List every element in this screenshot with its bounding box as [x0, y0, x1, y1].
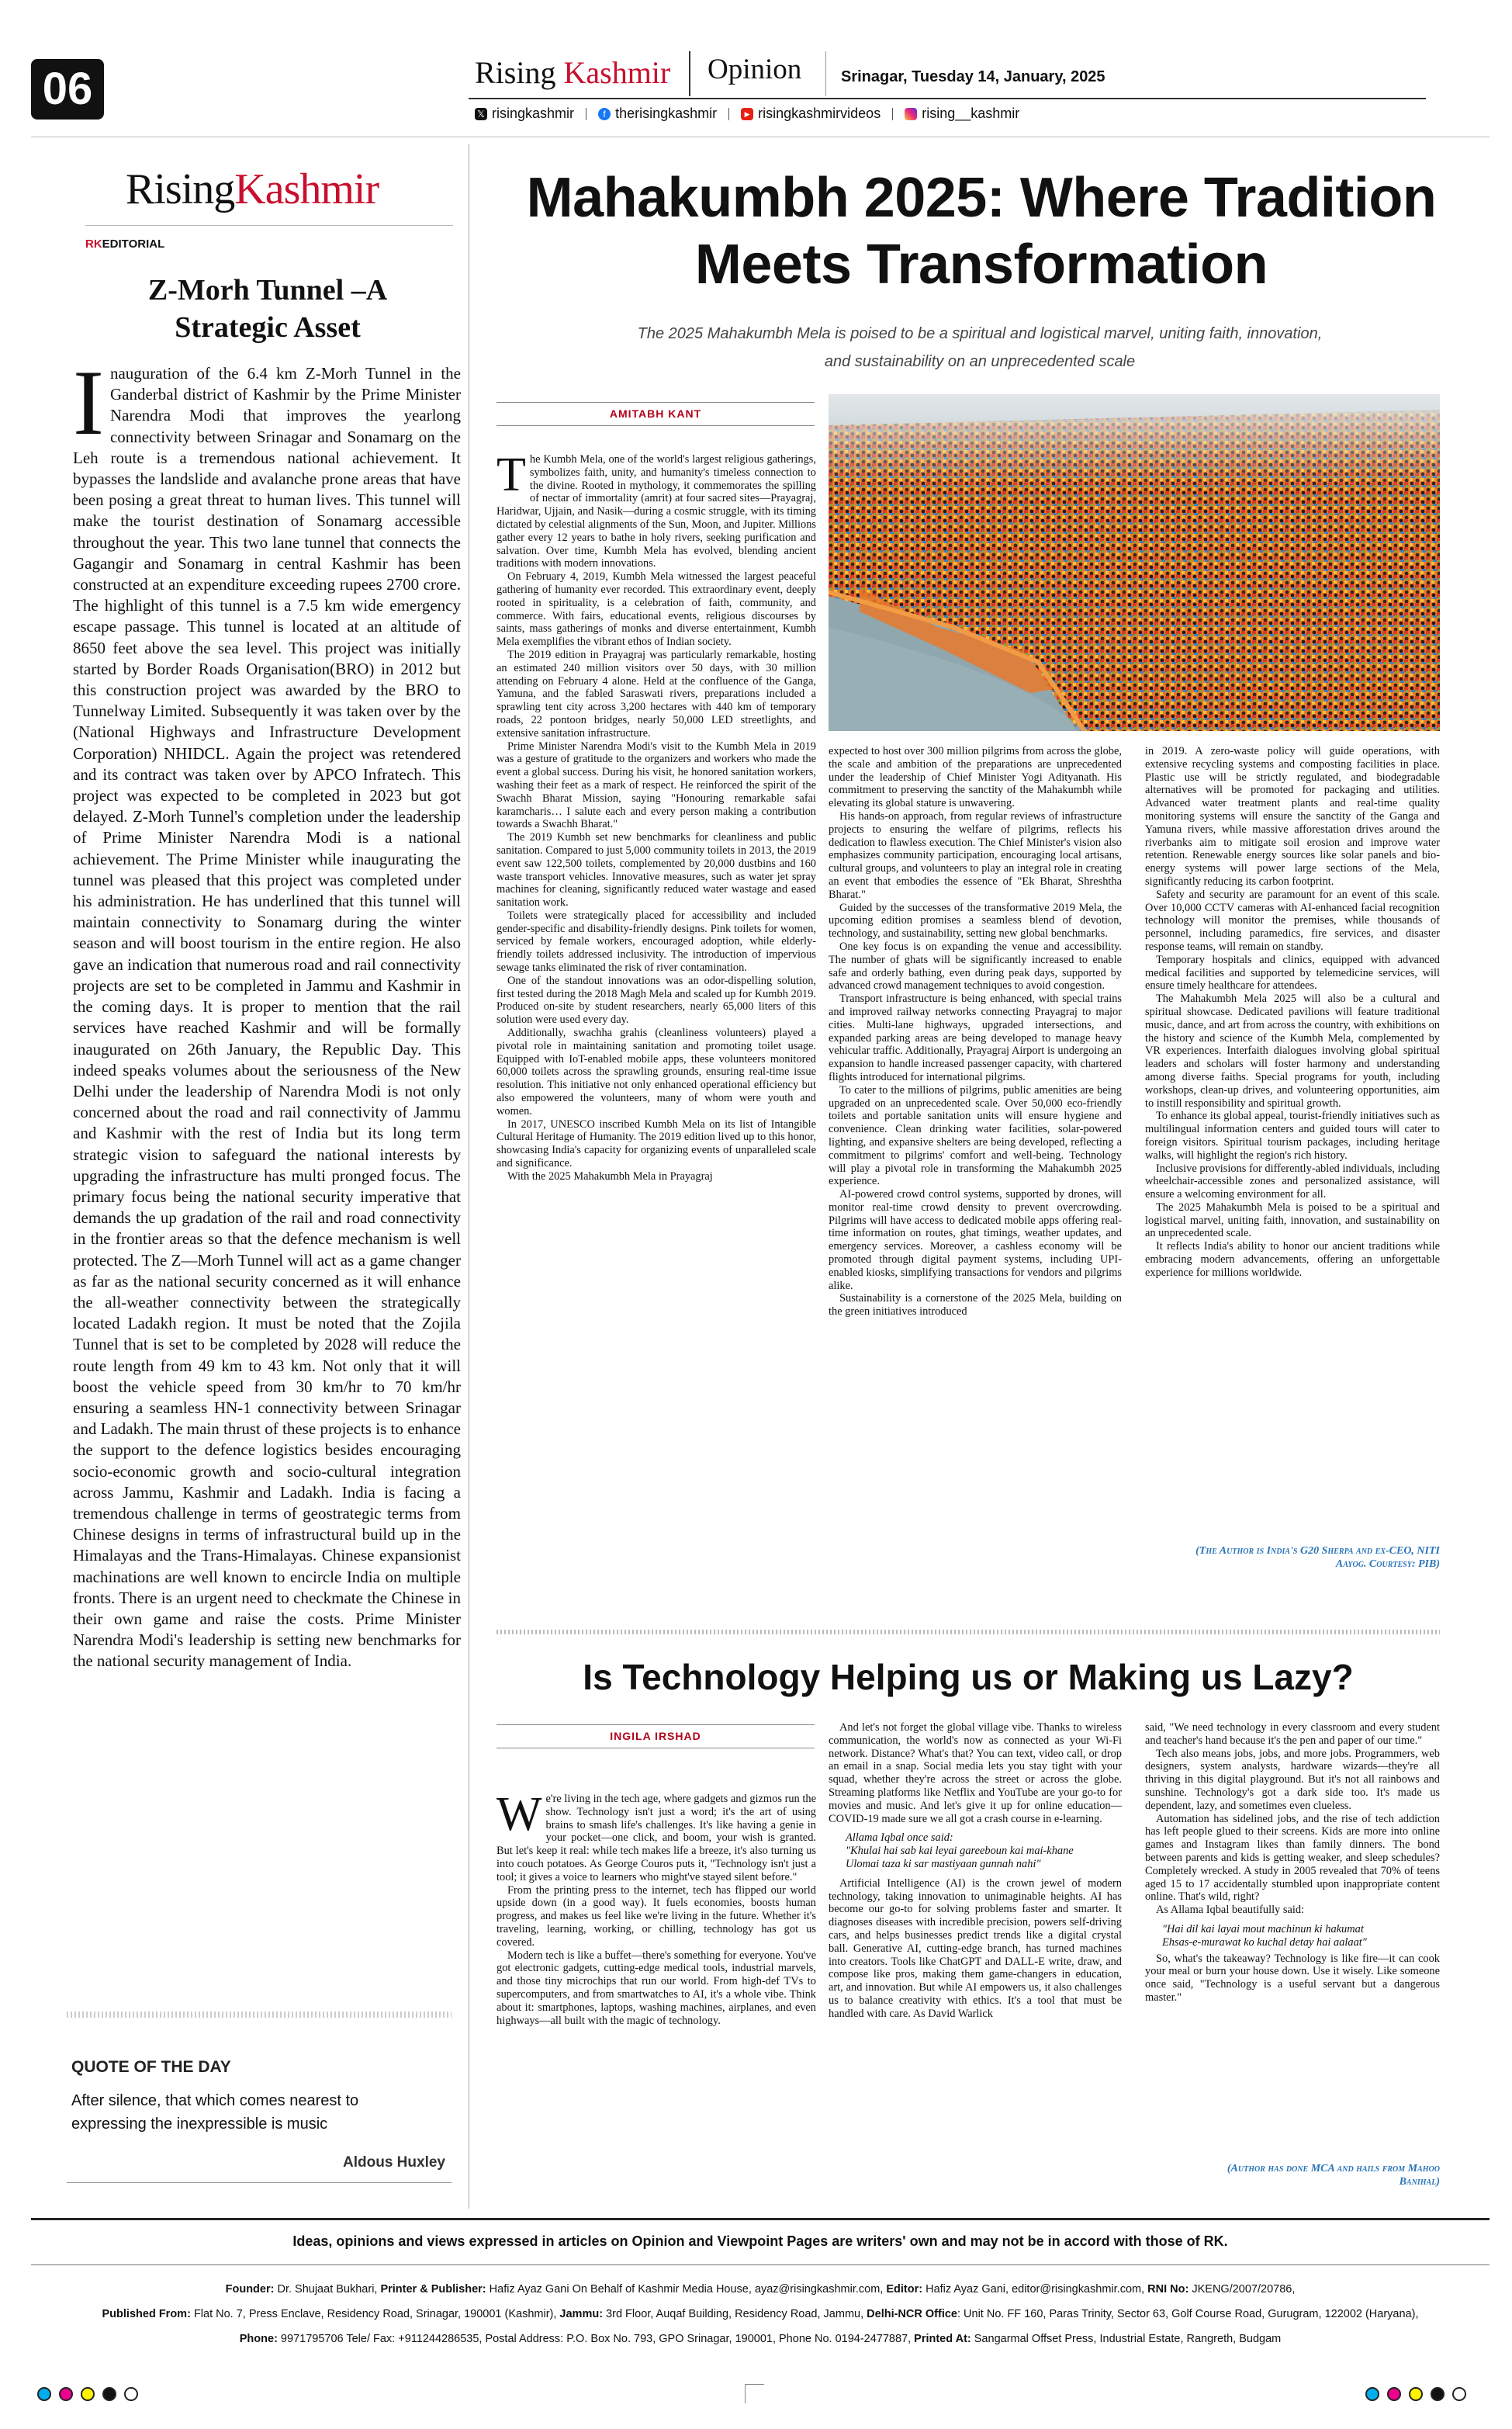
article2-title: Is Technology Helping us or Making us Lazy? [583, 1657, 1354, 1697]
article2-col3b-p0: So, what's the takeaway? Technology is like fire—it can cook your meal or burn your house down. Use it wisely. Like someone once said, "Technology is a useful servant but a dangerous master." [1145, 1952, 1440, 2004]
article1-col2-p3: One key focus is on expanding the venue and accessibility. The number of ghats will be significantly increased to enable safe and orderly bathing, even during peak days, supported by advanced crowd management techniques to avoid congestion. [829, 940, 1122, 993]
footer-phone: 9971795706 Tele/ Fax: +911244286535, Postal Address: P.O. Box No. 793, GPO Srinagar, 190001, Phone No. 0194-2477887, [277, 2333, 915, 2345]
article1-title [481, 165, 1482, 298]
article2-byline-rule [497, 1724, 815, 1725]
article1-dropcap: T [497, 453, 526, 501]
social-instagram-label[interactable]: rising__kashmir [922, 106, 1020, 121]
article1-col1 [497, 453, 816, 1583]
footer-rni-label: RNI No: [1147, 2283, 1189, 2296]
footer-delhi-label: Delhi-NCR Office [867, 2308, 957, 2320]
article2-col1-p0: e're living in the tech age, where gadgets and gizmos run the show. Technology isn't just a word; it's the art of using brains to smash life's challenges. It's like having a genie in your pocket—one click, and boom, your wish is granted. But let's keep it real: while tech makes life a breeze, it's also turning us into couch potatoes. As George Couros puts it, "Technology isn't just a tool; it gives a voice to learners who might've stayed silent before." [497, 1793, 816, 1883]
article1-col3-p6: The 2025 Mahakumbh Mela is poised to be a spiritual and logistical marvel, uniting faith, innovation, and sustainability on an unprecedented scale. [1145, 1201, 1440, 1240]
editorial-logo [126, 166, 379, 213]
footer-printed-label: Printed At: [914, 2333, 971, 2345]
article2-poem1-intro: Allama Iqbal once said: [846, 1831, 953, 1845]
article1-col2-p4: Transport infrastructure is being enhanced, with special trains and improved railway networks connecting Prayagraj to major cities. Multi-lane highways, upgraded intersections, and expanded parking areas are being developed to manage heavy vehicular traffic. Additionally, Prayagraj Airport is undergoing an expansion to handle increased passenger capacity, with chartered flights introduced for international pilgrims. [829, 993, 1122, 1083]
facebook-icon[interactable]: f [598, 108, 611, 120]
quote-box [67, 2011, 452, 2171]
section-label: Opinion [708, 54, 802, 85]
article2-poem1-line2: Ulomai taza ki sar mastiyaan gunnah nahi" [846, 1857, 1041, 1870]
footer-line-3 [31, 2327, 1490, 2351]
article1-col1-p9: With the 2025 Mahakumbh Mela in Prayagraj [507, 1169, 713, 1183]
youtube-icon[interactable]: ▶ [741, 108, 753, 120]
article1-col1-p6: One of the standout innovations was an odor-dispelling solution, first tested during the 2018 Magh Mela and scaled up for Kumbh 2019. Produced on-site by student researchers, nearly 65,000 liters of this solution were used every day. [497, 974, 816, 1027]
article1-byline: AMITABH KANT [609, 407, 702, 420]
footer-phone-label: Phone: [239, 2333, 278, 2345]
instagram-icon[interactable] [905, 108, 917, 120]
quote-text: After silence, that which comes nearest to expressing the inexpressible is music [71, 2092, 359, 2133]
footer-rni: JKENG/2007/20786, [1188, 2283, 1296, 2296]
footer-publisher: Hafiz Ayaz Gani On Behalf of Kashmir Media House, ayaz@risingkashmir.com, [486, 2283, 887, 2296]
footer-founder-label: Founder: [225, 2283, 275, 2296]
registration-marks-right [1365, 2387, 1474, 2404]
masthead-kashmir: Kashmir [563, 55, 671, 90]
masthead-rising: Rising [475, 55, 556, 90]
article-divider-rule [497, 1630, 1440, 1634]
article2-col1-p2: Modern tech is like a buffet—there's something for everyone. You've got electronic gadgets, cutting-edge medical tools, industrial marvels, and those tiny microchips that run our world. From high-def TVs to supercomputers, and from smartwatches to AI, it's a whole vibe. Think about it: smartphones, laptops, washing machines, airplanes, and even highways—all built with the magic of technology. [497, 1949, 816, 2027]
article1-col3-p4: To enhance its global appeal, tourist-friendly initiatives such as multilingual information centers and guided tours will cater to foreign visitors. Spiritual tourism packages, including heritage walks, will highlight the region's rich history. [1145, 1110, 1440, 1162]
article1-byline-rule-bottom [497, 425, 815, 426]
registration-marks-left [37, 2387, 146, 2404]
footer-published: Flat No. 7, Press Enclave, Residency Road, Srinagar, 190001 (Kashmir), [190, 2308, 560, 2320]
article2-col3 [1145, 1721, 1440, 2156]
article2-author-note: (Author has done MCA and hails from Mahoo Banihal) [1227, 2163, 1440, 2188]
article1-col2-p6: AI-powered crowd control systems, supported by drones, will monitor real-time crowd density to prevent overcrowding. Pilgrims will have access to dedicated mobile apps offering real-time information on routes, ghat timings, weather updates, and emergency services. Moreover, a cashless economy will be promoted through digital payment systems, including UPI-enabled kiosks, simplifying transactions for vendors and pilgrims alike. [829, 1188, 1122, 1292]
article1-title-line2: Meets Transformation [694, 234, 1268, 296]
social-facebook-label[interactable]: therisingkashmir [615, 106, 718, 121]
page-number-box [31, 59, 104, 120]
editorial-title: Z-Morh Tunnel –A Strategic Asset [147, 274, 388, 344]
article1-col3-p5: Inclusive provisions for differently-abled individuals, including wheelchair-accessible zones and personalized assistance, will ensure a welcoming environment for all. [1145, 1162, 1440, 1201]
article2-col3-p3: As Allama Iqbal beautifully said: [1156, 1904, 1305, 1917]
article1-col1-p5: Toilets were strategically placed for accessibility and included gender-specific and disability-friendly designs. Pink toilets for women, serviced by female workers, encouraged adoption, while elderly-friendly toilets addressed inclusivity. The introduction of impervious sewage tanks eliminated the risk of river contamination. [497, 909, 816, 975]
social-bar [475, 106, 1019, 122]
footer-disclaimer: Ideas, opinions and views expressed in articles on Opinion and Viewpoint Pages are writers' own and may not be in accord with those of RK. [292, 2233, 1228, 2249]
crop-mark [745, 2384, 764, 2403]
footer-line-2 [31, 2302, 1490, 2327]
footer-disclaimer-rule [31, 2264, 1490, 2265]
article1-col1-p0: he Kumbh Mela, one of the world's largest religious gatherings, symbolizes faith, unity, and humanity's timeless connection to the divine. Rooted in mythology, it commemorates the spilling of nectar of immortality (amrit) at four sacred sites—Prayagraj, Haridwar, Ujjain, and Nasik—during a cosmic struggle, with its timing dictated by celestial alignments of the Sun, Moon, and Jupiter. Millions gather every 12 years to bathe in holy rivers, seeking purification and salvation. Over time, Kumbh Mela has evolved, blending ancient traditions with modern innovations. [497, 453, 816, 570]
article1-author-note: (The Author is India's G20 Sherpa and ex-CEO, NITI Aayog. Courtesy: PIB) [1195, 1545, 1440, 1570]
editorial-tag-rk: RK [85, 237, 102, 251]
editorial-logo-kashmir: Kashmir [234, 165, 379, 213]
editorial-body [73, 363, 461, 1996]
article2-col2-p0: And let's not forget the global village vibe. Thanks to wireless communication, the world's now as connected as your Wi-Fi network. Distance? What's that? You can text, video call, or drop an email in a snap. Social media lets you stay tight with your squad, whether they're across the street or across the globe. Streaming platforms like Netflix and YouTube are your go-to for movies and music. And let's give it up for online education—COVID-19 made sure we all got a crash course in e-learning. [829, 1721, 1122, 1825]
crowd-illustration [829, 394, 1440, 731]
article2-byline: INGILA IRSHAD [610, 1730, 701, 1742]
social-x-label[interactable]: risingkashmir [492, 106, 575, 121]
article1-byline-rule [497, 402, 815, 403]
footer-top-rule [31, 2218, 1490, 2220]
article1-col1-p2: The 2019 edition in Prayagraj was particularly remarkable, hosting an estimated 240 million visitors over 50 days, with 30 million attending on February 4 alone. Held at the confluence of the Ganga, Yamuna, and the fabled Saraswati rivers, preparations included a sprawling tent city across 3,200 hectares with 440 km of temporary roads, 22 pontoon bridges, nearly 50,000 LED streetlights, and extensive sanitation infrastructure. [497, 648, 816, 740]
editorial-logo-rule [85, 225, 453, 226]
article1-col3 [1145, 745, 1440, 1529]
footer-founder: Dr. Shujaat Bukhari, [274, 2283, 381, 2296]
dateline: Srinagar, Tuesday 14, January, 2025 [841, 68, 1105, 85]
article2-col1 [497, 1793, 816, 2185]
article1-subtitle: The 2025 Mahakumbh Mela is poised to be a spiritual and logistical marvel, uniting faith, innovation, and sustainability on an unprecedented scale [637, 325, 1323, 370]
footer-published-label: Published From: [102, 2308, 191, 2320]
article1-col1-p7: Additionally, swachha grahis (cleanliness volunteers) played a pivotal role in maintaining sanitation and promoting toilet usage. Equipped with IoT-enabled mobile apps, these volunteers monitored 60,000 toilets across the sprawling grounds, ensuring real-time issue resolution. This initiative not only enhanced operational efficiency but also empowered the volunteers, many of whom were youth and women. [497, 1027, 816, 1117]
article1-col3-p1: Safety and security are paramount for an event of this scale. Over 10,000 CCTV cameras with AI-enhanced facial recognition technology will monitor the premises, while thousands of personnel, including paramedics, fire services, and disaster response teams, will remain on standby. [1145, 888, 1440, 953]
article1-col3-p0: in 2019. A zero-waste policy will guide operations, with extensive recycling systems and composting facilities in place. Plastic use will be strictly regulated, and biodegradable alternatives will be promoted for packaging and utilities. Advanced water treatment plants and real-time quality monitoring systems will ensure the sanctity of the Ganga and Yamuna rivers, while massive afforestation drives around the riverbanks aim to mitigate soil erosion and improve water retention. Renewable energy sources like solar panels and bio-energy systems will power large sections of the Mela, significantly reducing its carbon footprint. [1145, 745, 1440, 888]
article1-col2-p0: expected to host over 300 million pilgrims from across the globe, the scale and ambition of the preparations are unprecedented under the leadership of Chief Minister Yogi Adityanath. His commitment to preserving the sanctity of the Mahakumbh while elevating its global stature is unwavering. [829, 745, 1122, 810]
footer-editor: Hafiz Ayaz Gani, editor@risingkashmir.com, [922, 2283, 1148, 2296]
article1-col1-p4: The 2019 Kumbh set new benchmarks for cleanliness and public sanitation. Compared to just 5,000 community toilets in 2013, the 2019 event saw 122,500 toilets, complemented by 20,000 dustbins and 160 waste transport vehicles. Innovative measures, such as water jet spray machines for cleaning, significantly reduced water wastage and eased sanitation work. [497, 831, 816, 910]
quote-top-bar [67, 2011, 452, 2018]
quote-author: Aldous Huxley [343, 2154, 445, 2171]
editorial-paragraph: nauguration of the 6.4 km Z-Morh Tunnel in the Ganderbal district of Kashmir by the Prime Minister Narendra Modi that improves the yearlong connectivity between Srinagar and Sonamarg on the Leh route is a tremendous national achievement. It bypasses the landslide and avalanche prone areas that have been posing a great threat to human lives. This tunnel will make the tourist destination of Sonamarg accessible throughout the year. This two lane tunnel that connects the Gagangir and Sonamarg in central Kashmir has been constructed at an expenditure exceeding rupees 2700 crore. The highlight of this tunnel is a 7.5 km wide emergency escape passage. This tunnel is located at an altitude of 8650 feet above the sea level. This project was initially started by Border Roads Organisation(BRO) in 2012 but this construction project was awarded by the BRO to Tunnelway Limited. Subsequently it was taken over by the (National Highways and Infrastructure Development Corporation) NHIDCL. Again the project was retendered and its contract was taken over by APCO Infratech. This project was expected to be completed in 2023 but got delayed. Z-Morh Tunnel's completion under the leadership of Prime Minister Narendra Modi is a national achievement. The Prime Minister while inaugurating the tunnel was pleased that this project was completed under his administration. He has underlined that this tunnel will maintain connectivity to Sonamarg during the winter season and will boost tourism in the entire region. He also gave an indication that numerous road and rail connectivity projects are set to be completed in Jammu and Kashmir in the coming days. It is proper to mention that the rail services have reached Kashmir and will be formally inaugurated on 26th January, the Republic Day. This indeed speaks volumes about the seriousness of the New Delhi under the leadership of Narendra Modi is not only concerned about the road and rail connectivity of Jammu and Kashmir with the rest of India but its long term strategic vision to safeguard the national interests by upgrading the infrastructure has multi pronged focus. The primary focus being the national security imperative that demands the up gradation of the rail and road connectivity in the frontier areas so that the defence mechanism is well protected. The Z—Morh Tunnel will act as a game changer as far as the national security concerned as it will enhance the all-weather connectivity between the strategically located Ladakh region. It must be noted that the Zojila Tunnel that is set to be completed by 2028 will reduce the route length from 49 km to 43 km. Not only that it will boost the vehicle speed from 30 km/hr to 70 km/hr ensuring a seamless HN-1 connectivity between Srinagar and Ladakh. The main thrust of these projects is to enhance the support to the defence logistics besides encouraging socio-economic growth and socio-cultural integration across Jammu, Kashmir and Ladakh. India is facing a tremendous challenge in terms of geostrategic terms from Chinese designs in terms of infrastructural build up in the Himalayas and the Trans-Himalayas. Chinese expansionist machinations are well known to encircle India on multiple fronts. There is an urgent need to checkmate the Chinese in their own game and raise the costs. Prime Minister Narendra Modi's leadership is setting new benchmarks for the national security management of India. [73, 364, 461, 1671]
article2-col2b-p0: Artificial Intelligence (AI) is the crown jewel of modern technology, taking innovation to unimaginable heights. AI has become our go-to for solving problems faster and smarter. It diagnoses diseases with incredible precision, powers self-driving cars, and helps businesses predict trends like a digital crystal ball. Generative AI, cutting-edge branch, has turned machines into creators. Tools like ChatGPT and DALL-E write, draw, and compose like pros, making them game-changers in education, art, and innovation. But while AI empowers us, it also challenges us to balance creativity with ethics. It's a tool that must be handled with care. As David Warlick [829, 1876, 1122, 2020]
social-youtube-label[interactable]: risingkashmirvideos [758, 106, 881, 121]
article1-col1-p3: Prime Minister Narendra Modi's visit to the Kumbh Mela in 2019 was a gesture of gratitude to the organizers and workers who made the event a global success. During his visit, he honored sanitation workers, washing their feet as a mark of respect. He reinforced the spirit of the Swachh Bharat Mission, saying "Honouring remarkable safai karamcharis… I salute each and every person making a contribution towards a Swachh Bharat." [497, 740, 816, 831]
footer-editor-label: Editor: [886, 2283, 923, 2296]
editorial-tag [85, 237, 164, 251]
footer-jammu-label: Jammu: [559, 2308, 604, 2320]
article2-col3-p1: Tech also means jobs, jobs, and more jobs. Programmers, web designers, system analysts, hardware wizards—they're all thriving in this digital playground. But it's not all rainbows and sunshine. Technology's got a dark side too. It's made us dependent, lazy, and sometimes even clueless. [1145, 1747, 1440, 1812]
article1-col1-p1: On February 4, 2019, Kumbh Mela witnessed the largest peaceful gathering of humanity ever recorded. This extraordinary event, deeply rooted in spirituality, is a celebration of faith, community, and commerce. With fairs, educational events, religious discourses by saints, mass gatherings of monks and diverse entertainment, Kumbh Mela exemplifies the vibrant ethos of Indian society. [497, 570, 816, 649]
mahakumbh-crowd-photo [829, 394, 1440, 731]
article1-col2-p7: Sustainability is a cornerstone of the 2025 Mela, building on the green initiatives introduced [829, 1292, 1122, 1318]
x-icon[interactable]: 𝕏 [475, 108, 487, 120]
article1-col2 [829, 745, 1122, 1583]
article2-col2 [829, 1721, 1122, 2187]
article2-col3-p0: said, "We need technology in every classroom and every student and teacher's hand because it's the pen and paper of our time." [1145, 1721, 1440, 1747]
article2-col1-p1: From the printing press to the internet, tech has flipped our world upside down (in a good way). It fuels economies, boosts human progress, and makes us feel like we're living in the future. Whether it's traveling, learning, working, or chilling, technology has got us covered. [497, 1883, 816, 1949]
article2-dropcap: W [497, 1793, 542, 1841]
article1-col3-p3: The Mahakumbh Mela 2025 will also be a cultural and spiritual showcase. Dedicated pavilions will feature traditional music, dance, and art from across the country, with exhibitions on the history and science of the Kumbh Mela, complemented by VR experiences. Interfaith dialogues involving global spiritual leaders and scholars will foster harmony and understanding among diverse faiths. Special programs for youth, including workshops, clean-up drives, and volunteering opportunities, aim to instill responsibility and spiritual growth. [1145, 993, 1440, 1110]
editorial-dropcap: I [73, 363, 104, 454]
footer-line-1 [31, 2277, 1490, 2302]
article2-col3-p2: Automation has sidelined jobs, and the rise of tech addiction has left people glued to their screens. Kids are more into online games and Instagram likes than family dinners. The bond between parents and kids is getting weaker, and sleep schedules? Completely wrecked. A study in 2005 revealed that 70% of teens aged 15 to 17 accidentally stumbled upon inappropriate content online. That's wild, right? [1145, 1812, 1440, 1904]
article2-poem1-line1: "Khulai hai sab kai leyai gareeboun kai mai-khane [846, 1845, 1074, 1858]
header-vertical-rule [825, 51, 826, 96]
article1-col2-p1: His hands-on approach, from regular reviews of infrastructure projects to ensuring the welfare of pilgrims, reflects his dedication to flawless execution. The Chief Minister's vision also emphasizes community participation, encouraging local artisans, cultural groups, and volunteers to play an integral role in creating an event that embodies the essence of "Ek Bharat, Shreshtha Bharat." [829, 809, 1122, 901]
article1-title-line1: Mahakumbh 2025: Where Tradition [526, 167, 1437, 229]
masthead-brand [475, 56, 670, 90]
editorial-logo-rising: Rising [126, 165, 235, 213]
article1-col2-p2: Guided by the successes of the transformative 2019 Mela, the upcoming edition promises a seamless blend of devotion, technology, and sustainability, setting new global benchmarks. [829, 901, 1122, 941]
editorial-tag-text: EDITORIAL [102, 237, 165, 251]
quote-heading: QUOTE OF THE DAY [71, 2058, 231, 2076]
article1-col1-p8: In 2017, UNESCO inscribed Kumbh Mela on its list of Intangible Cultural Heritage of Humanity. The 2019 edition lived up to this honor, showcasing India's capacity for organizing events of unparalleled scale and significance. [497, 1117, 816, 1170]
quote-bottom-rule [67, 2182, 452, 2183]
footer-publisher-label: Printer & Publisher: [380, 2283, 486, 2296]
footer-printed: Sangarmal Offset Press, Industrial Estate, Rangreth, Budgam [971, 2333, 1282, 2345]
header-rule [469, 98, 1426, 99]
page-number: 06 [42, 64, 93, 114]
article2-poem2-line1: "Hai dil kai layai mout machinun ki hakumat [1162, 1922, 1364, 1935]
masthead-divider [689, 51, 690, 96]
article1-col2-p5: To cater to the millions of pilgrims, public amenities are being upgraded on an unprecedented scale. Over 50,000 eco-friendly toilets and portable sanitation units will ensure hygiene and convenience. Clean drinking water facilities, solar-powered lighting, and expansive shelters are being developed, reflecting a commitment to pilgrims' comfort and well-being. Technology will play a pivotal role in transforming the Mahakumbh 2025 experience. [829, 1083, 1122, 1188]
footer-imprint [31, 2277, 1490, 2351]
article1-col3-p7: It reflects India's ability to honor our ancient traditions while embracing modern advancements, offering an unforgettable experience for millions worldwide. [1145, 1240, 1440, 1279]
footer-jammu: 3rd Floor, Auqaf Building, Residency Road, Jammu, [603, 2308, 867, 2320]
footer-delhi: : Unit No. FF 160, Paras Trinity, Sector 63, Golf Course Road, Gurugram, 122002 (Haryana), [957, 2308, 1419, 2320]
article2-poem2-line2: Ehsas-e-murawat ko kuchal detay hai aalaat" [1162, 1935, 1367, 1949]
article1-col3-p2: Temporary hospitals and clinics, equipped with advanced medical facilities and supported by telemedicine services, will ensure timely healthcare for attendees. [1145, 953, 1440, 993]
